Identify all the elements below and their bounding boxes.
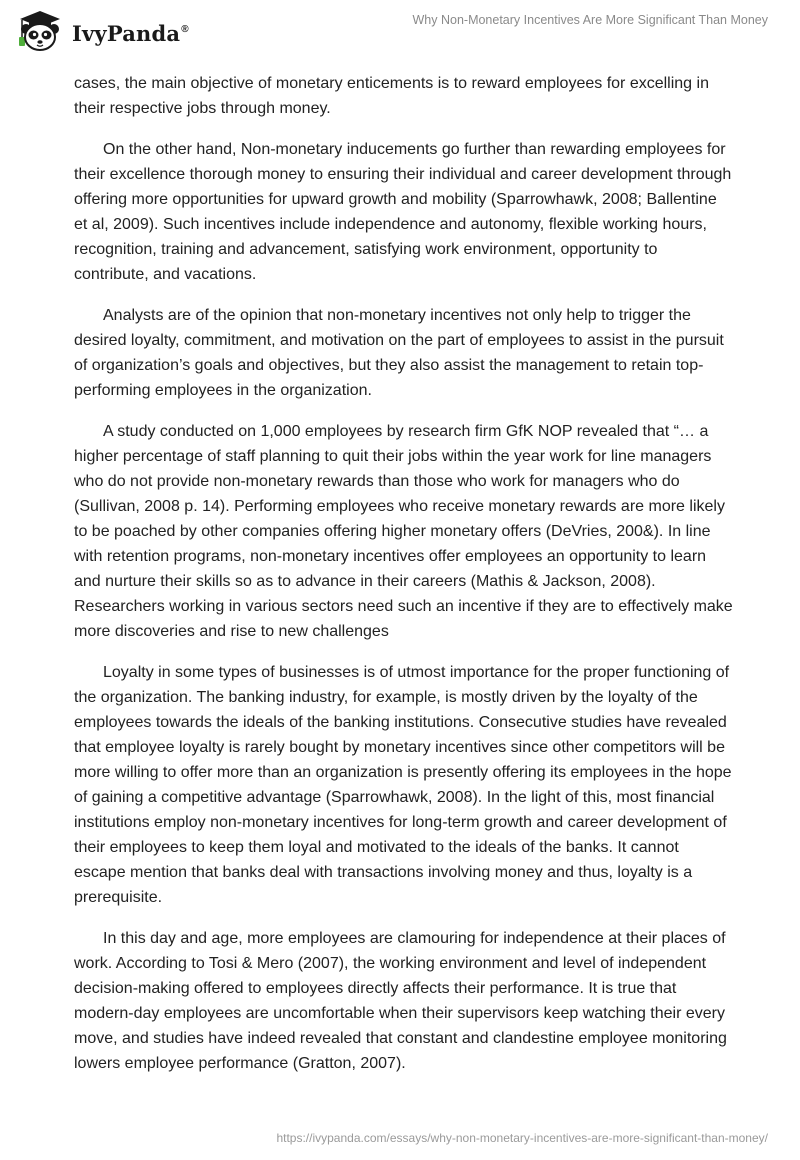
essay-body — [74, 71, 734, 1092]
paragraph: Loyalty in some types of businesses is of utmost importance for the proper functioning of the organization. The banking industry, for example, is mostly driven by the loyalty of the employees towards the ideals of the banking institutions. Consecutive studies have revealed that employee loyalty is rarely bought by monetary incentives since other competitors will be more willing to offer more than an organization is presently offering its employees in the hope of gaining a competitive advantage (Sparrowhawk, 2008). In the light of this, most financial institutions employ non-monetary incentives for long-term growth and career development of their employees to keep them loyal and motivated to the ideals of the banks. It cannot escape mention that banks deal with transactions involving money and thus, loyalty is a prerequisite. — [74, 664, 732, 906]
paragraph: cases, the main objective of monetary enticements is to reward employees for excelling in their respective jobs through money. — [74, 75, 709, 117]
document-title: Why Non-Monetary Incentives Are More Significant Than Money — [412, 13, 768, 27]
paragraph: In this day and age, more employees are clamouring for independence at their places of work. According to Tosi & Mero (2007), the working environment and level of independent decision-making offered to employees directly affects their performance. It is true that modern-day employees are uncomfortable when their supervisors keep watching their every move, and studies have indeed revealed that constant and clandestine employee monitoring lowers employee performance (Gratton, 2007). — [74, 930, 727, 1072]
source-url[interactable]: https://ivypanda.com/essays/why-non-monetary-incentives-are-more-significant-than-money/ — [276, 1131, 768, 1145]
brand-name: IvyPanda® — [72, 20, 189, 46]
panda-graduate-icon — [14, 8, 66, 54]
ivypanda-logo[interactable] — [14, 8, 189, 54]
paragraph: On the other hand, Non-monetary inducements go further than rewarding employees for their excellence thorough money to ensuring their individual and career development through offering more opportunities for upward growth and mobility (Sparrowhawk, 2008; Ballentine et al, 2009). Such incentives include independence and autonomy, flexible working hours, recognition, training and advancement, satisfying work environment, opportunity to contribute, and vacations. — [74, 141, 732, 283]
registered-mark: ® — [181, 23, 189, 35]
paragraph: A study conducted on 1,000 employees by research firm GfK NOP revealed that “… a higher percentage of staff planning to quit their jobs within the year work for line managers who do not provide non-monetary rewards than those who work for managers who do (Sullivan, 2008 p. 14). Performing employees who receive monetary rewards are more likely to be poached by other companies offering higher monetary offers (DeVries, 200&). In line with retention programs, non-monetary incentives offer employees an opportunity to learn and nurture their skills so as to advance in their careers (Mathis & Jackson, 2008). Researchers working in various sectors need such an incentive if they are to effectively make more discoveries and rise to new challenges — [74, 423, 733, 640]
paragraph: Analysts are of the opinion that non-monetary incentives not only help to trigger the desired loyalty, commitment, and motivation on the part of employees to assist in the pursuit of organization’s goals and objectives, but they also assist the management to retain top-performing employees in the organization. — [74, 307, 724, 399]
page-header — [0, 0, 800, 64]
